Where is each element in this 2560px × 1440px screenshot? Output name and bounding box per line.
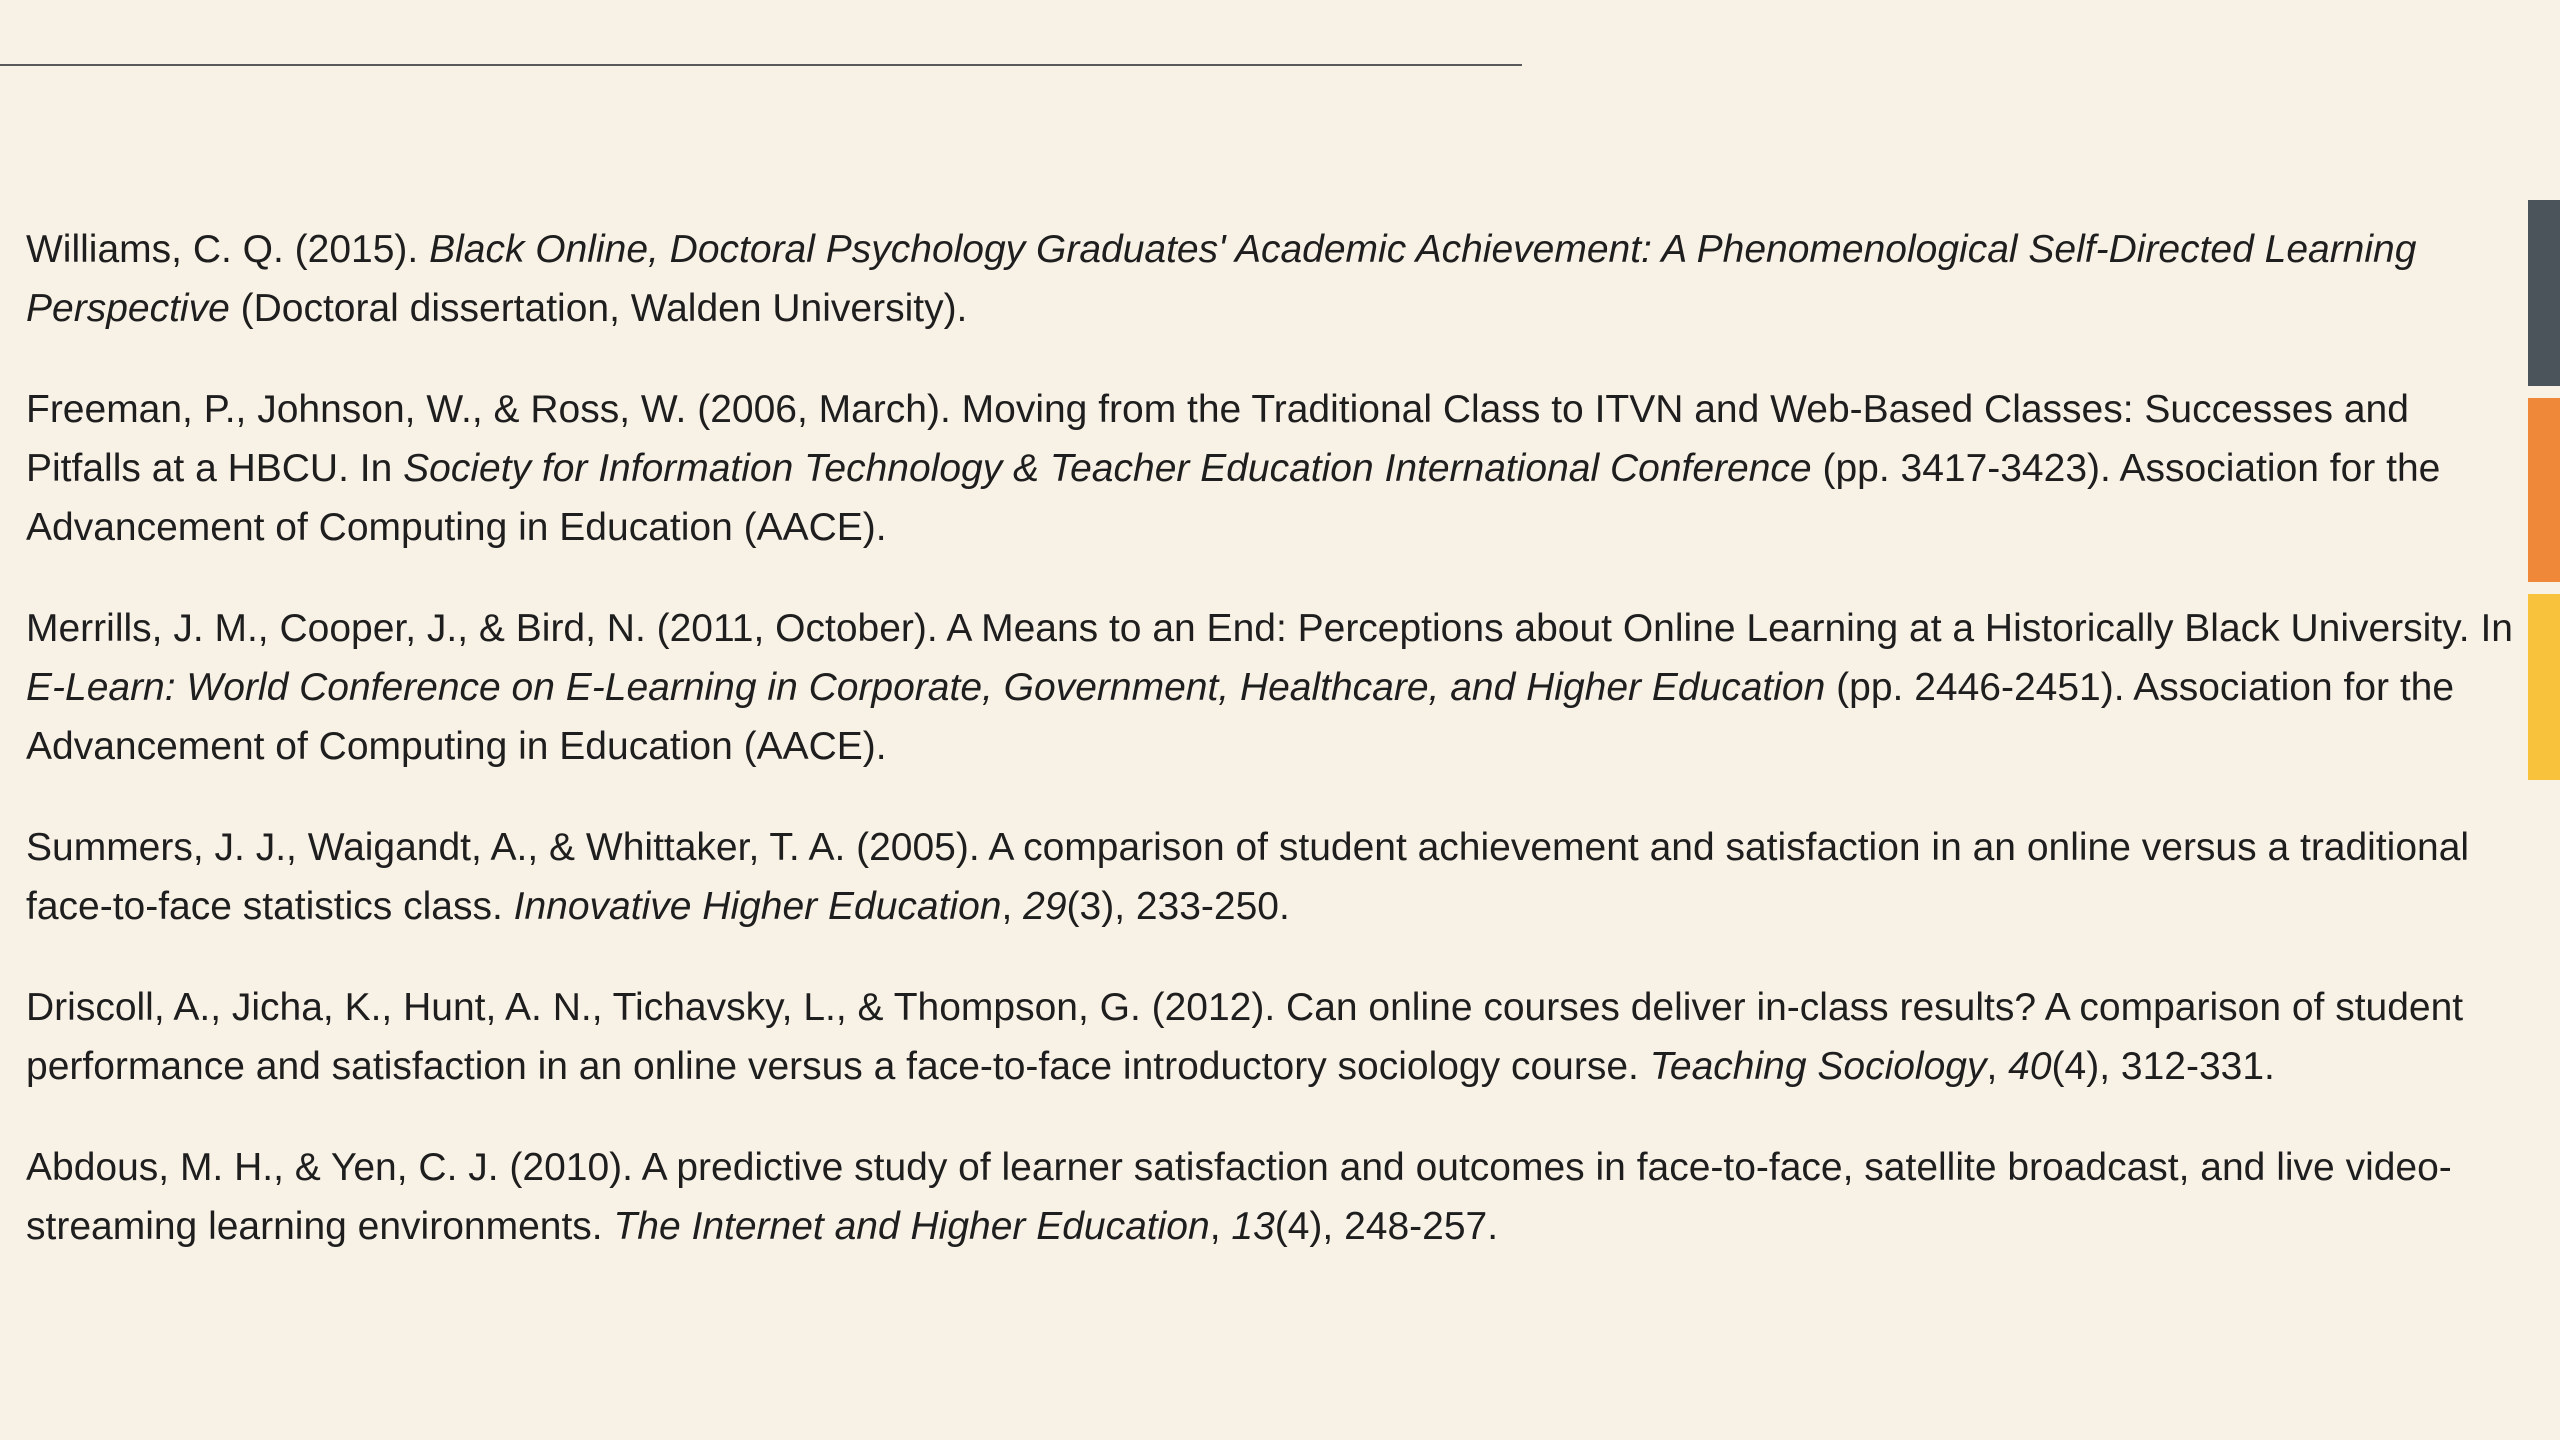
reference-title: Society for Information Technology & Teacher Education International Conference	[403, 447, 1812, 490]
reference-details: (pp. 2446-2451). Association for the Advancement of Computing in Education (AACE).	[26, 666, 2455, 768]
reference-details: (4), 312-331.	[2051, 1045, 2275, 1088]
side-bar-slate	[2528, 200, 2560, 386]
reference-separator: ,	[1209, 1205, 1232, 1248]
reference-details: (4), 248-257.	[1274, 1205, 1499, 1248]
reference-entry	[26, 818, 2516, 936]
reference-details: (3), 233-250.	[1066, 885, 1290, 928]
reference-entry	[26, 978, 2516, 1096]
reference-volume: 13	[1231, 1205, 1275, 1248]
reference-title: E-Learn: World Conference on E-Learning in Corporate, Government, Healthcare, and Higher Education	[26, 666, 1826, 709]
reference-details: (pp. 3417-3423). Association for the Advancement of Computing in Education (AACE).	[26, 447, 2441, 549]
reference-authors: Driscoll, A., Jicha, K., Hunt, A. N., Tichavsky, L., & Thompson, G. (2012). Can online courses deliver in-class results? A comparison of student performance and satisfaction in an online versus a face-to-face introductory sociology course.	[26, 986, 2464, 1088]
reference-separator: ,	[1986, 1045, 2009, 1088]
reference-entry	[26, 599, 2516, 776]
reference-volume: 40	[2008, 1045, 2052, 1088]
reference-authors: Freeman, P., Johnson, W., & Ross, W. (2006, March). Moving from the Traditional Class to ITVN and Web-Based Classes: Successes and Pitfalls at a HBCU. In	[26, 388, 2409, 490]
reference-details: (Doctoral dissertation, Walden University).	[229, 287, 968, 330]
reference-separator: ,	[1001, 885, 1024, 928]
side-bar-orange	[2528, 398, 2560, 582]
reference-entry	[26, 380, 2516, 557]
reference-entry	[26, 220, 2516, 338]
top-divider-line	[0, 64, 1522, 66]
reference-authors: Summers, J. J., Waigandt, A., & Whittaker, T. A. (2005). A comparison of student achievement and satisfaction in an online versus a traditional face-to-face statistics class.	[26, 826, 2470, 928]
reference-volume: 29	[1023, 885, 1067, 928]
reference-title: The Internet and Higher Education	[613, 1205, 1210, 1248]
decorative-side-bars	[2528, 200, 2560, 792]
reference-title: Innovative Higher Education	[513, 885, 1002, 928]
reference-authors: Abdous, M. H., & Yen, C. J. (2010). A predictive study of learner satisfaction and outcomes in face-to-face, satellite broadcast, and live video-streaming learning environments.	[26, 1146, 2452, 1248]
reference-authors: Merrills, J. M., Cooper, J., & Bird, N. (2011, October). A Means to an End: Perceptions about Online Learning at a Historically Black University. In	[26, 607, 2513, 650]
reference-title: Teaching Sociology	[1649, 1045, 1987, 1088]
reference-title: Black Online, Doctoral Psychology Graduates' Academic Achievement: A Phenomenological Self-Directed Learning Perspective	[26, 228, 2417, 330]
reference-authors: Williams, C. Q. (2015).	[26, 228, 430, 271]
side-bar-yellow	[2528, 594, 2560, 780]
reference-entry	[26, 1138, 2516, 1256]
reference-list	[26, 220, 2516, 1298]
